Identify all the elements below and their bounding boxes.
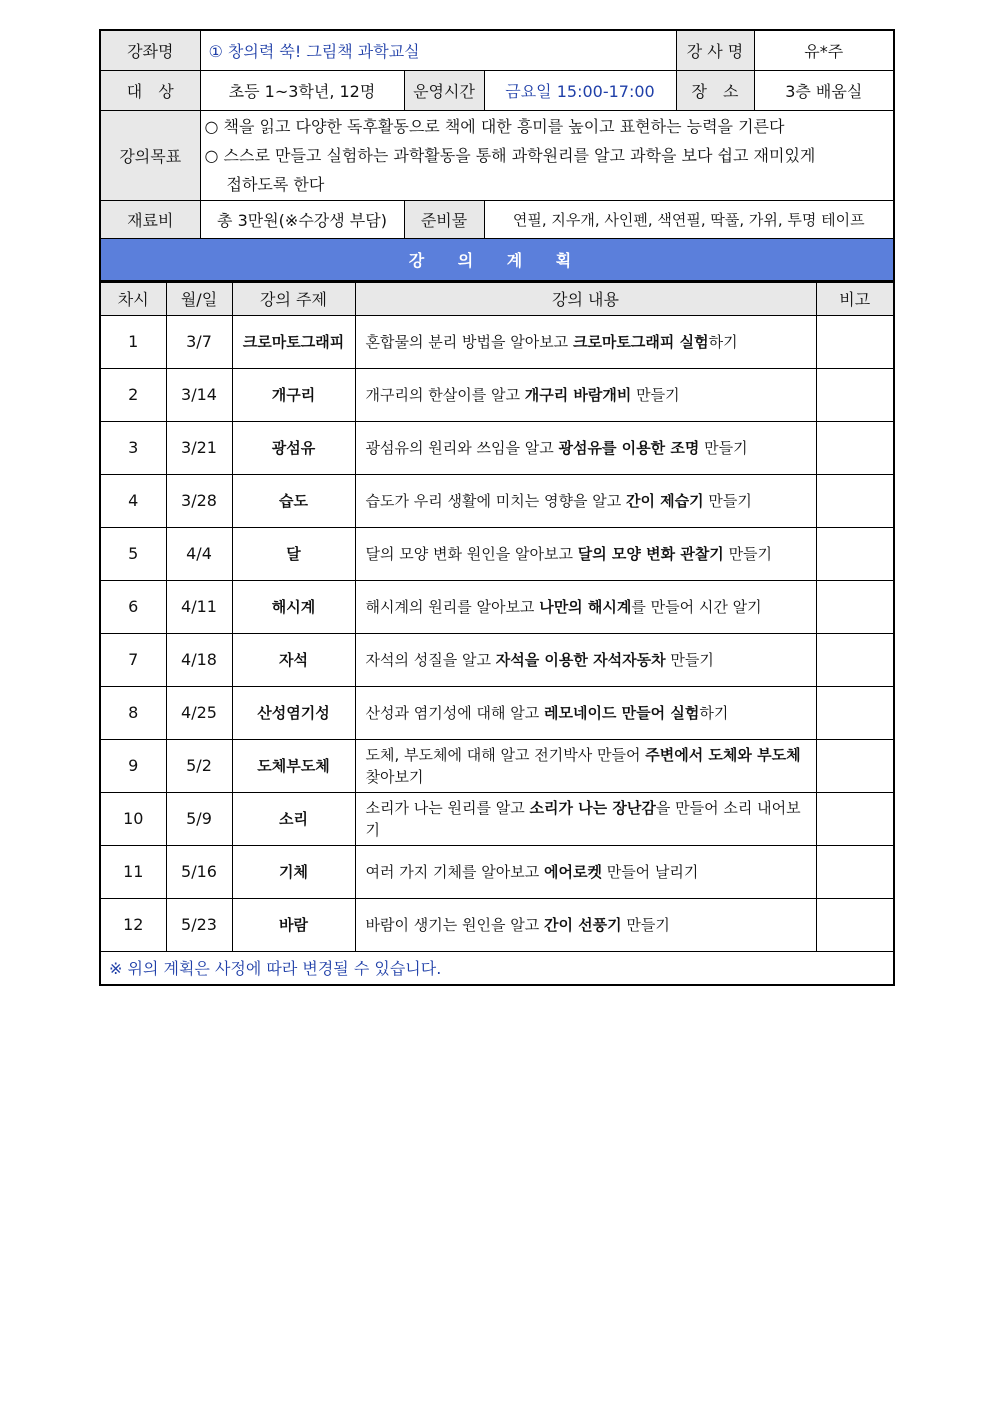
fee-label: 재료비	[100, 200, 200, 238]
table-row	[100, 686, 894, 739]
session-number: 5	[100, 527, 166, 580]
session-content	[355, 368, 816, 421]
content-text: 달의 모양 변화 원인을 알아보고	[365, 544, 578, 563]
place-value: 3층 배움실	[754, 70, 894, 110]
goal-line-1: ○ 책을 읽고 다양한 독후활동으로 책에 대한 흥미를 높이고 표현하는 능력을 기른다	[204, 116, 785, 136]
header-content: 강의 내용	[355, 282, 816, 315]
table-row	[100, 739, 894, 792]
header-topic: 강의 주제	[232, 282, 355, 315]
content-highlight: 간이 제습기	[625, 491, 704, 510]
session-number: 9	[100, 739, 166, 792]
session-number: 8	[100, 686, 166, 739]
session-content	[355, 633, 816, 686]
session-content	[355, 792, 816, 845]
session-topic: 광섬유	[232, 421, 355, 474]
session-topic: 개구리	[232, 368, 355, 421]
course-name: ① 창의력 쑥! 그림책 과학교실	[200, 30, 676, 70]
content-text: 해시계의 원리를 알아보고	[365, 597, 540, 616]
session-topic: 기체	[232, 845, 355, 898]
course-info-table	[99, 29, 895, 282]
session-remarks	[816, 633, 894, 686]
schedule-table	[99, 282, 895, 986]
session-date: 5/2	[166, 739, 232, 792]
footnote: ※ 위의 계획은 사정에 따라 변경될 수 있습니다.	[100, 951, 894, 985]
session-remarks	[816, 845, 894, 898]
session-date: 5/16	[166, 845, 232, 898]
content-text-tail: 을 만들어 소리 내어보기	[365, 798, 801, 839]
session-topic: 해시계	[232, 580, 355, 633]
session-date: 3/21	[166, 421, 232, 474]
course-name-label: 강좌명	[100, 30, 200, 70]
content-text: 광섬유의 원리와 쓰임을 알고	[365, 438, 559, 457]
session-topic: 바람	[232, 898, 355, 951]
session-content	[355, 580, 816, 633]
session-topic: 자석	[232, 633, 355, 686]
content-highlight: 주변에서 도체와 부도체	[645, 745, 801, 764]
session-content	[355, 527, 816, 580]
session-content	[355, 686, 816, 739]
target-label: 대 상	[100, 70, 200, 110]
content-text-tail: 를 만들어 시간 알기	[631, 597, 762, 616]
session-content	[355, 421, 816, 474]
content-text-tail: 만들기	[621, 915, 670, 934]
session-number: 2	[100, 368, 166, 421]
session-content	[355, 739, 816, 792]
goal-line-3: 접하도록 한다	[226, 174, 325, 194]
session-content	[355, 315, 816, 368]
content-text: 소리가 나는 원리를 알고	[365, 798, 530, 817]
content-highlight: 소리가 나는 장난감	[529, 798, 656, 817]
content-text-tail: 만들기	[723, 544, 773, 563]
content-highlight: 크로마토그래피 실험	[572, 332, 709, 351]
content-highlight: 달의 모양 변화 관찰기	[577, 544, 724, 563]
content-text-tail: 만들기	[699, 438, 748, 457]
content-text-tail: 만들어 날리기	[601, 862, 699, 881]
session-remarks	[816, 686, 894, 739]
content-text-tail: 하기	[699, 703, 729, 722]
session-date: 3/14	[166, 368, 232, 421]
place-label: 장 소	[676, 70, 754, 110]
supplies-value: 연필, 지우개, 사인펜, 색연필, 딱풀, 가위, 투명 테이프	[484, 200, 894, 238]
session-date: 4/11	[166, 580, 232, 633]
time-value: 금요일 15:00-17:00	[484, 70, 676, 110]
content-text: 여러 가지 기체를 알아보고	[365, 862, 544, 881]
session-remarks	[816, 315, 894, 368]
table-row	[100, 421, 894, 474]
instructor-label: 강 사 명	[676, 30, 754, 70]
header-date: 월/일	[166, 282, 232, 315]
content-highlight: 자석을 이용한 자석자동차	[495, 650, 666, 669]
session-remarks	[816, 792, 894, 845]
session-topic: 소리	[232, 792, 355, 845]
content-text: 습도가 우리 생활에 미치는 영향을 알고	[365, 491, 626, 510]
session-remarks	[816, 474, 894, 527]
header-remarks: 비고	[816, 282, 894, 315]
instructor-name: 유*주	[754, 30, 894, 70]
session-number: 12	[100, 898, 166, 951]
table-row	[100, 633, 894, 686]
supplies-label: 준비물	[404, 200, 484, 238]
content-highlight: 레모네이드 만들어 실험	[543, 703, 700, 722]
session-remarks	[816, 527, 894, 580]
content-text-tail: 만들기	[631, 385, 680, 404]
content-text-tail: 만들기	[703, 491, 752, 510]
content-text: 도체, 부도체에 대해 알고 전기박사 만들어	[365, 745, 646, 764]
table-row	[100, 474, 894, 527]
goal-content	[200, 110, 894, 200]
session-remarks	[816, 421, 894, 474]
session-date: 3/28	[166, 474, 232, 527]
session-topic: 습도	[232, 474, 355, 527]
table-row	[100, 527, 894, 580]
fee-value: 총 3만원(※수강생 부담)	[200, 200, 404, 238]
session-remarks	[816, 898, 894, 951]
content-text: 산성과 염기성에 대해 알고	[365, 703, 544, 722]
session-date: 4/4	[166, 527, 232, 580]
content-text: 혼합물의 분리 방법을 알아보고	[365, 332, 573, 351]
target-value: 초등 1~3학년, 12명	[200, 70, 404, 110]
session-content	[355, 474, 816, 527]
content-text: 개구리의 한살이를 알고	[365, 385, 525, 404]
time-label: 운영시간	[404, 70, 484, 110]
course-plan-document	[99, 29, 893, 986]
session-topic: 도체부도체	[232, 739, 355, 792]
content-highlight: 나만의 해시계	[539, 597, 632, 616]
content-highlight: 간이 선풍기	[543, 915, 622, 934]
session-date: 5/9	[166, 792, 232, 845]
session-topic: 달	[232, 527, 355, 580]
session-remarks	[816, 580, 894, 633]
table-row	[100, 845, 894, 898]
header-session: 차시	[100, 282, 166, 315]
session-date: 3/7	[166, 315, 232, 368]
session-number: 4	[100, 474, 166, 527]
table-row	[100, 898, 894, 951]
content-text-tail: 만들기	[665, 650, 714, 669]
session-number: 7	[100, 633, 166, 686]
content-text: 바람이 생기는 원인을 알고	[365, 915, 544, 934]
session-content	[355, 898, 816, 951]
session-remarks	[816, 739, 894, 792]
session-number: 3	[100, 421, 166, 474]
session-number: 6	[100, 580, 166, 633]
content-text-tail: 하기	[708, 332, 738, 351]
content-highlight: 에어로켓	[543, 862, 602, 881]
content-highlight: 개구리 바람개비	[524, 385, 632, 404]
session-date: 4/18	[166, 633, 232, 686]
session-remarks	[816, 368, 894, 421]
content-text-tail: 찾아보기	[365, 767, 424, 786]
content-text: 자석의 성질을 알고	[365, 650, 496, 669]
session-number: 1	[100, 315, 166, 368]
goal-label: 강의목표	[100, 110, 200, 200]
content-highlight: 광섬유를 이용한 조명	[558, 438, 700, 457]
session-topic: 크로마토그래피	[232, 315, 355, 368]
goal-line-2: ○ 스스로 만들고 실험하는 과학활동을 통해 과학원리를 알고 과학을 보다 쉽고 재미있게	[204, 145, 816, 165]
session-topic: 산성염기성	[232, 686, 355, 739]
session-date: 5/23	[166, 898, 232, 951]
table-row	[100, 368, 894, 421]
session-number: 11	[100, 845, 166, 898]
schedule-body	[100, 315, 894, 951]
table-row	[100, 580, 894, 633]
session-content	[355, 845, 816, 898]
table-row	[100, 315, 894, 368]
session-date: 4/25	[166, 686, 232, 739]
session-number: 10	[100, 792, 166, 845]
table-row	[100, 792, 894, 845]
plan-title: 강 의 계 획	[100, 238, 894, 281]
